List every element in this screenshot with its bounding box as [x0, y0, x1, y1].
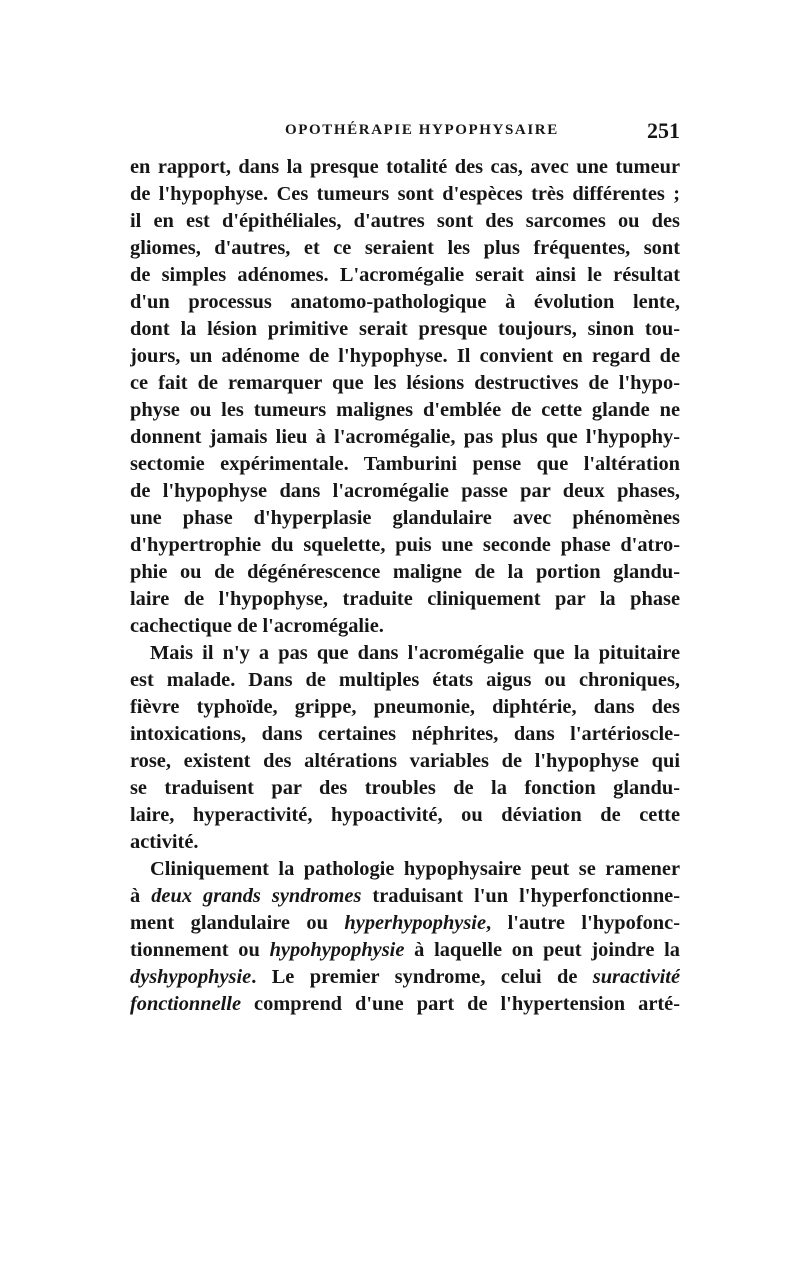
italic-term: fonctionnelle [130, 993, 242, 1015]
text-line [130, 991, 680, 1018]
text-line: est malade. Dans de multiples états aigus ou chroniques, [130, 669, 680, 691]
text-line [130, 856, 680, 883]
text-line: intoxications, dans certaines néphrites, dans l'artérioscle- [130, 723, 680, 745]
text-line: laire, hyperactivité, hypoactivité, ou déviation de cette [130, 804, 680, 826]
text-segment: comprend d'une part de l'hypertension arté- [241, 993, 680, 1015]
text-line: activité. [130, 831, 199, 853]
italic-term: deux grands syndromes [151, 885, 362, 907]
text-segment: Cliniquement la pathologie hypophysaire peut se ramener [150, 858, 680, 880]
text-line: Mais il n'y a pas que dans l'acromégalie que la pituitaire [150, 642, 680, 664]
text-line: ce fait de remarquer que les lésions destructives de l'hypo- [130, 372, 680, 394]
text-line: d'un processus anatomo-pathologique à évolution lente, [130, 291, 680, 313]
text-line: de l'hypophyse dans l'acromégalie passe par deux phases, [130, 480, 680, 502]
text-line [130, 937, 680, 964]
text-line: laire de l'hypophyse, traduite cliniquement par la phase [130, 588, 680, 610]
text-line: jours, un adénome de l'hypophyse. Il convient en regard de [130, 345, 680, 367]
text-line: une phase d'hyperplasie glandulaire avec phénomènes [130, 507, 680, 529]
text-line [130, 964, 680, 991]
text-line: d'hypertrophie du squelette, puis une seconde phase d'atro- [130, 534, 680, 556]
text-line: se traduisent par des troubles de la fonction glandu- [130, 777, 680, 799]
text-line: dont la lésion primitive serait presque toujours, sinon tou- [130, 318, 680, 340]
text-line: il en est d'épithéliales, d'autres sont des sarcomes ou des [130, 210, 680, 232]
italic-term: suractivité [592, 966, 680, 988]
running-head [130, 118, 680, 146]
text-line: fièvre typhoïde, grippe, pneumonie, diphtérie, dans des [130, 696, 680, 718]
text-line: sectomie expérimentale. Tamburini pense que l'altération [130, 453, 680, 475]
text-line: gliomes, d'autres, et ce seraient les plus fréquentes, sont [130, 237, 680, 259]
text-segment: . Le premier syndrome, celui de [251, 966, 593, 988]
text-line: de l'hypophyse. Ces tumeurs sont d'espèces très différentes ; [130, 183, 680, 205]
text-segment: à [130, 885, 152, 907]
text-line: de simples adénomes. L'acromégalie serait ainsi le résultat [130, 264, 680, 286]
italic-term: dyshypophysie [130, 966, 252, 988]
text-segment: à laquelle on peut joindre la [404, 939, 680, 961]
text-line: en rapport, dans la presque totalité des cas, avec une tumeur [130, 156, 680, 178]
text-line: phie ou de dégénérescence maligne de la portion glandu- [130, 561, 680, 583]
text-line: donnent jamais lieu à l'acromégalie, pas plus que l'hypophy- [130, 426, 680, 448]
text-segment: tionnement ou [130, 939, 270, 961]
italic-term: hypohypophysie [269, 939, 405, 961]
text-line: rose, existent des altérations variables de l'hypophyse qui [130, 750, 680, 772]
text-line: cachectique de l'acromégalie. [130, 615, 384, 637]
body-text [130, 154, 680, 1054]
italic-term: hyperhypophysie [344, 912, 487, 934]
text-segment: traduisant l'un l'hyperfonctionne- [361, 885, 680, 907]
page-number: 251 [647, 118, 680, 143]
running-title: OPOTHÉRAPIE HYPOPHYSAIRE [285, 122, 559, 138]
text-line [130, 910, 680, 937]
text-segment: , l'autre l'hypofonc- [486, 912, 680, 934]
text-line [130, 883, 680, 910]
text-line: physe ou les tumeurs malignes d'emblée de cette glande ne [130, 399, 680, 421]
text-segment: ment glandulaire ou [130, 912, 345, 934]
